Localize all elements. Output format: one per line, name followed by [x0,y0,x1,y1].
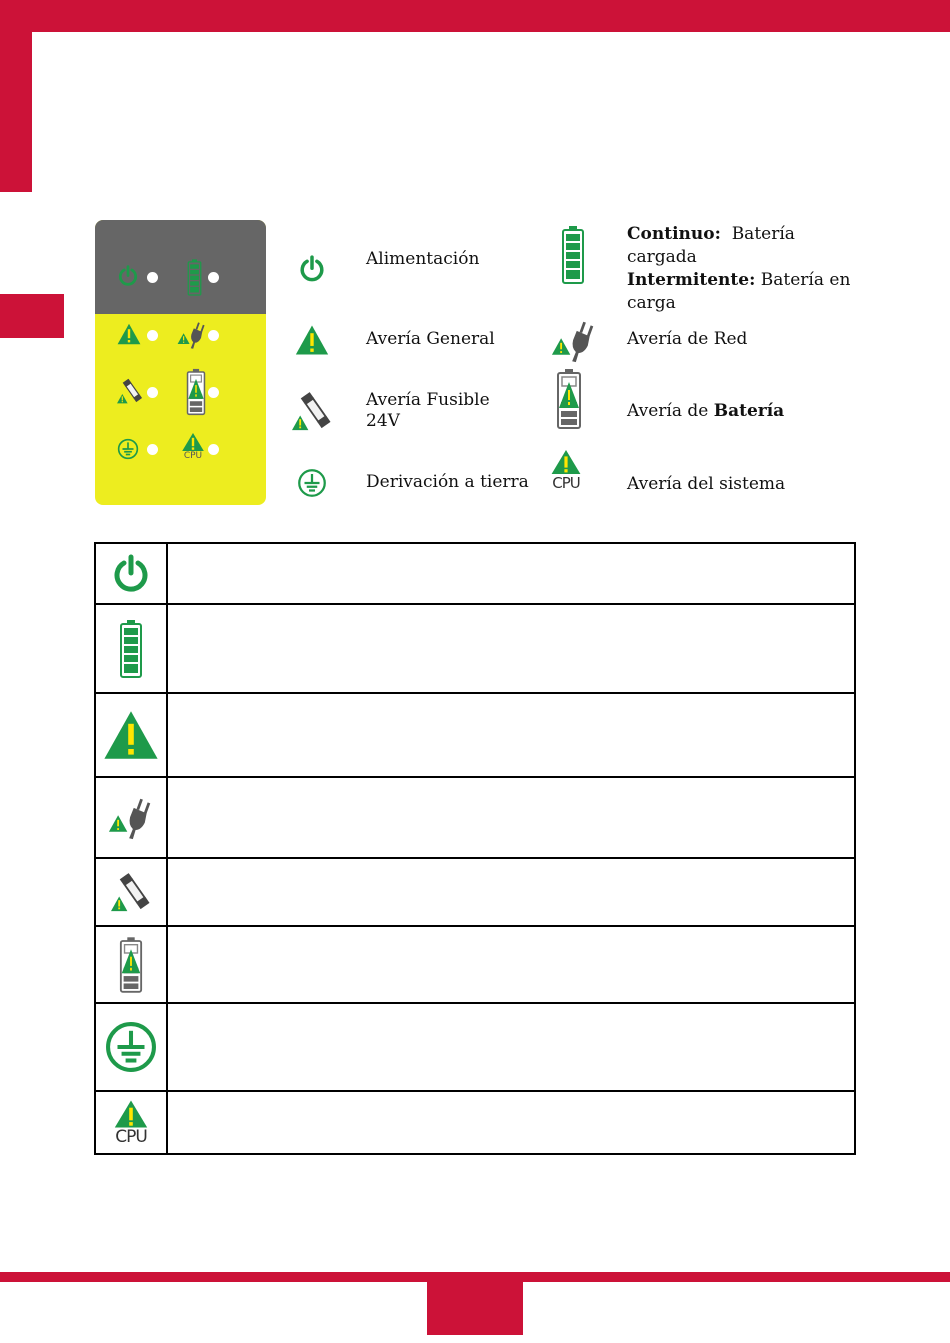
power-icon [111,554,151,594]
legend-battery-fault-prefix: Avería de [627,401,714,421]
legend-battery-label [627,223,867,315]
legend-battery-fault-label [627,401,784,422]
footer-bar [0,1272,950,1282]
table-row [95,543,855,604]
led-battery-fault [208,387,219,398]
legend-power-icon [298,254,326,284]
table-text-cell [167,777,855,858]
legend-earth-fault-label: Derivación a tierra [366,472,529,492]
panel-fuse-fault-icon [117,376,143,406]
table-row [95,604,855,693]
led-fuse-fault [147,387,158,398]
legend-warning-icon [295,323,329,357]
fuse-fault-icon [111,869,151,915]
table-row [95,858,855,926]
legend-battery-charged: Batería cargada [627,224,795,267]
legend-battery-fault-icon [556,368,582,430]
table-row [95,1003,855,1091]
panel-earth-icon [117,438,139,460]
table-icon-cell [95,604,167,693]
table-row [95,777,855,858]
legend-battery-line2 [627,269,867,292]
panel-network-fault-icon [177,320,207,350]
panel-battery-icon [187,254,202,301]
battery-fault-icon [119,933,143,997]
led-system-fault [208,444,219,455]
legend-battery-icon [561,223,585,287]
network-fault-icon [108,795,154,841]
legend-battery-fault-bold: Batería [713,401,785,421]
table-icon-cell [95,1003,167,1091]
legend-fuse-line1: Avería Fusible [366,390,490,410]
panel-power-icon [117,265,139,287]
legend-network-fault-icon [551,318,597,364]
panel-cpu-label: CPU [183,451,203,461]
table-row [95,1091,855,1154]
legend-network-fault-label: Avería de Red [627,329,748,349]
legend-earth-icon [297,468,327,498]
legend-fuse-fault-label [366,390,490,432]
control-panel [95,220,266,505]
led-network-fault [208,330,219,341]
cpu-fault-icon [111,1099,151,1146]
table-text-cell [167,543,855,604]
led-battery [208,272,219,283]
table-icon-cell [95,693,167,777]
table-icon-cell [95,926,167,1003]
table-text-cell [167,926,855,1003]
panel-battery-fault-icon [186,368,206,416]
table-cpu-label: CPU [115,1127,147,1147]
panel-warning-icon [117,323,141,345]
panel-cpu-fault-icon [179,432,207,461]
legend-fuse-line2: 24V [366,411,400,431]
table-text-cell [167,693,855,777]
table-text-cell [167,604,855,693]
led-general-fault [147,330,158,341]
table-row [95,926,855,1003]
legend-general-fault-label: Avería General [366,329,495,349]
legend-battery-continuous: Continuo: [627,224,721,244]
legend-battery-line3: carga [627,293,676,313]
legend-fuse-fault-icon [292,388,332,434]
legend-cpu-label: CPU [552,474,580,492]
battery-icon [119,618,143,680]
legend-battery-intermittent: Intermitente: [627,270,756,290]
led-power [147,272,158,283]
warning-icon [103,709,159,761]
table-text-cell [167,858,855,926]
table-icon-cell [95,777,167,858]
legend-power-label: Alimentación [366,249,480,269]
legend-battery-charging: Batería en [760,270,851,290]
led-earth-fault [147,444,158,455]
table-row [95,693,855,777]
table-icon-cell [95,858,167,926]
earth-icon [104,1020,158,1074]
table-icon-cell [95,1091,167,1154]
section-tab [0,294,64,338]
table-text-cell [167,1091,855,1154]
table-icon-cell [95,543,167,604]
left-margin-bar [0,0,32,192]
legend-battery-line1 [627,223,867,269]
header-bar [0,0,950,32]
indicator-table [94,542,856,1155]
table-text-cell [167,1003,855,1091]
legend-cpu-fault-icon [548,448,584,491]
page-number-tab [427,1282,523,1335]
legend-system-fault-label: Avería del sistema [627,474,786,494]
